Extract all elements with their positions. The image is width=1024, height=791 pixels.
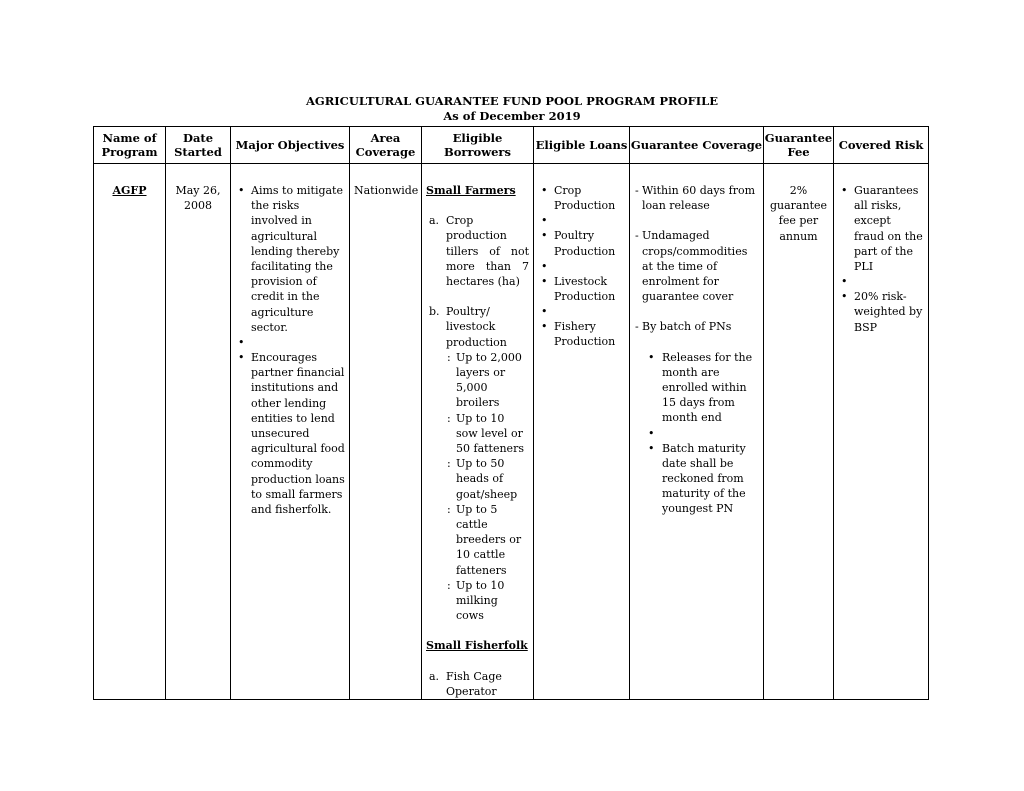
table-row	[94, 164, 929, 700]
coverage-item: - By batch of PNs	[635, 320, 732, 334]
risk-item: • 20% risk-weighted by BSP	[838, 289, 924, 335]
coverage-cell	[630, 164, 764, 700]
risk-cell	[834, 164, 929, 700]
header-eligible-loans: Eligible Loans	[534, 127, 630, 164]
coverage-item: - Within 60 days from loan release	[635, 184, 756, 213]
borrower-sub-item: : Up to 10 sow level or 50 fatteners	[447, 411, 524, 456]
borrower-sub-item: : Up to 50 heads of goat/sheep	[447, 457, 518, 501]
borrower-item-a: a. Crop production tillers of not more than 7 hectares (ha)	[429, 214, 529, 289]
header-date-started: Date Started	[166, 127, 231, 164]
borrower-sub-item: : Up to 10 milking cows	[447, 578, 505, 623]
loan-item: • Crop Production	[538, 183, 625, 213]
small-fisherfolk-heading: Small Fisherfolk	[426, 639, 528, 653]
objective-item: • Encourages partner financial institutions and other lending entities to lend unsecured agricultural food commodity production loans to small farmers and fisherfolk.	[235, 350, 345, 517]
coverage-item: - Undamaged crops/commodities at the time of enrolment for guarantee cover	[635, 229, 748, 304]
coverage-sub-item: • Batch maturity date shall be reckoned from maturity of the youngest PN	[634, 441, 759, 517]
loan-item: • Livestock Production	[538, 274, 625, 304]
objective-item: • Aims to mitigate the risks involved in agricultural lending thereby facilitating the provision of credit in the agriculture sector.	[235, 183, 345, 335]
risk-item: • Guarantees all risks, except fraud on the part of the PLI	[838, 183, 924, 274]
header-guarantee-fee: Guarantee Fee	[764, 127, 834, 164]
header-covered-risk: Covered Risk	[834, 127, 929, 164]
fee-cell	[764, 164, 834, 700]
date-started: May 26, 2008	[175, 184, 221, 213]
borrowers-cell	[422, 164, 534, 700]
header-name-of-program: Name of Program	[94, 127, 166, 164]
document-subtitle: As of December 2019	[443, 109, 581, 123]
document-title: AGRICULTURAL GUARANTEE FUND POOL PROGRAM PROFILE	[306, 94, 718, 108]
area-cell	[350, 164, 422, 700]
guarantee-fee: 2% guarantee fee per annum	[769, 184, 828, 243]
loans-cell	[534, 164, 630, 700]
program-name: AGFP	[112, 184, 147, 197]
borrower-sub-item: : Up to 5 cattle breeders or 10 cattle fatteners	[447, 502, 522, 577]
objectives-cell	[231, 164, 350, 700]
header-eligible-borrowers: Eligible Borrowers	[422, 127, 534, 164]
program-cell	[94, 164, 166, 700]
loan-item: • Fishery Production	[538, 319, 625, 349]
list-gap	[235, 335, 345, 350]
header-major-objectives: Major Objectives	[231, 127, 350, 164]
coverage-sub-item: • Releases for the month are enrolled within 15 days from month end	[634, 350, 759, 426]
date-cell	[166, 164, 231, 700]
program-profile-table	[93, 126, 929, 700]
small-farmers-heading: Small Farmers	[426, 184, 516, 197]
header-guarantee-coverage: Guarantee Coverage	[630, 127, 764, 164]
borrower-sub-item: : Up to 2,000 layers or 5,000 broilers	[447, 350, 522, 410]
borrower-item-b: b. Poultry/ livestock production	[429, 305, 507, 349]
header-area-coverage: Area Coverage	[350, 127, 422, 164]
area-coverage: Nationwide	[354, 184, 419, 197]
header-row	[94, 127, 929, 164]
fisherfolk-item-a: a. Fish Cage Operator	[429, 669, 502, 698]
loan-item: • Poultry Production	[538, 228, 625, 258]
